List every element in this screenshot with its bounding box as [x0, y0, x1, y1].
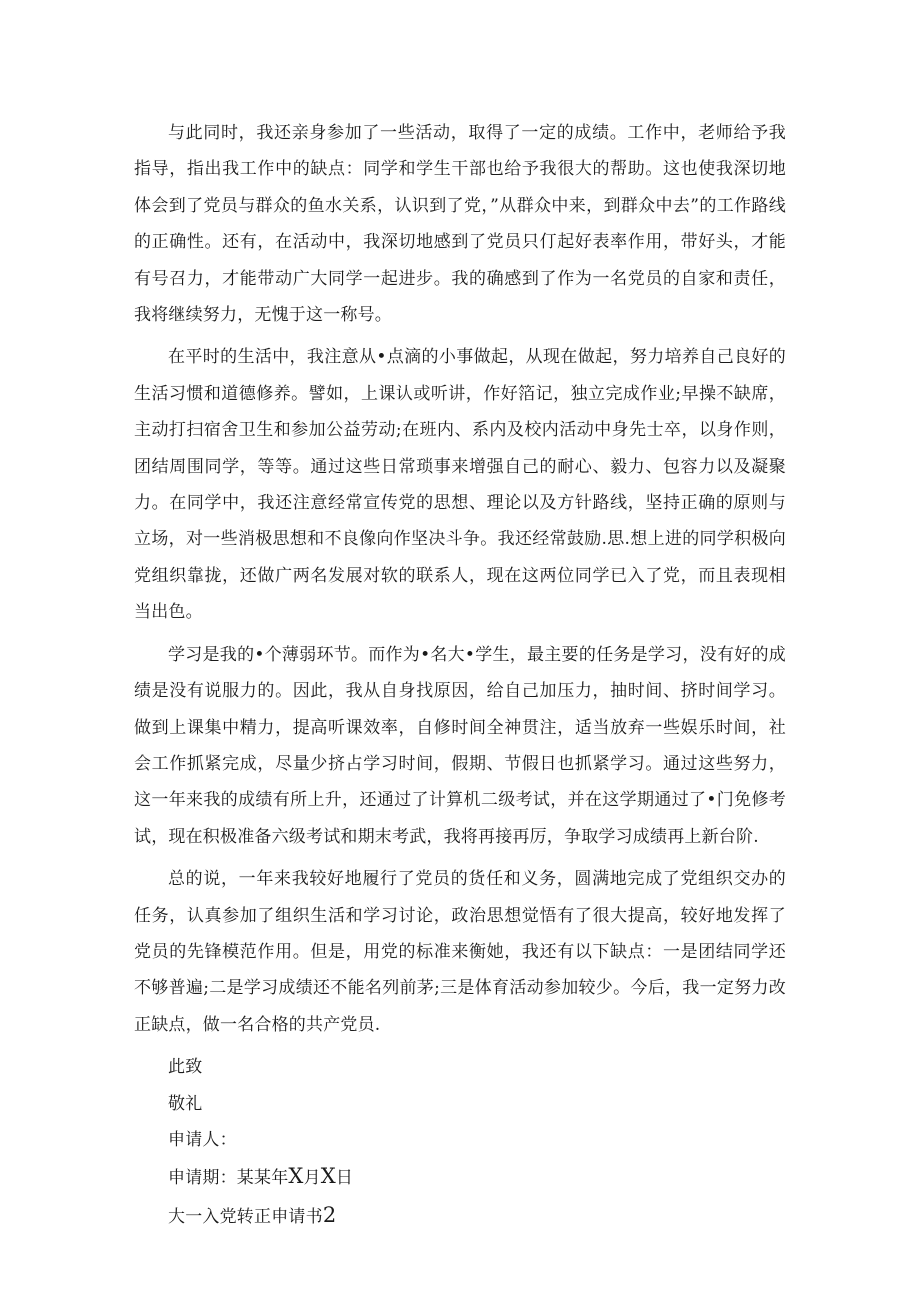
- document-body: [134, 115, 786, 1235]
- date-month-label: 月: [303, 1168, 321, 1189]
- next-title-text: 大一入党转正申请书: [168, 1206, 323, 1227]
- next-title-number: 2: [322, 1202, 337, 1227]
- date-month-placeholder: X: [288, 1164, 304, 1189]
- paragraph-activities: 与此同时，我还亲身参加了一些活动，取得了一定的成绩。工作中，老师给予我指导，指出我工作中的缺点：同学和学生干部也给予我很大的帮助。这也使我深切地体会到了党员与群众的鱼水关系，认识到了党，”从群众中来，到群众中去”的工作路线的正确性。还有，在活动中，我深切地感到了党员只仃起好表率作用，带好头，才能有号召力，才能带动广大同学一起进步。我的确感到了作为一名党员的自家和责任，我将继续努力，无愧于这一称号。: [134, 123, 786, 326]
- closing-respect: 敬礼: [168, 1093, 203, 1114]
- paragraph-summary: 总的说，一年来我较好地履行了党员的货任和义务，圆满地完成了党组织交办的任务，认真参加了组织生活和学习讨论，政治思想觉悟有了很大提高，较好地发挥了党员的先锋模范作用。但是，用党的标准来衡她，我还有以下缺点：一是团结同学还不够普遍;二是学习成绩还不能名列前茅;三是体育活动参加较少。今后，我一定努力改正缺点，做一名合格的共产党员.: [134, 869, 786, 1035]
- paragraph-study: 学习是我的•个薄弱环节。而作为•名大•学生，最主要的任务是学习，没有好的成绩是没有说服力的。因此，我从自身找原因，给自己加压力，抽时间、挤时间学习。做到上课集中精力，提高听课效率，自修时间全神贯注，适当放弃一些娱乐时间，社会工作抓紧完成，尽量少挤占学习时间，假期、节假日也抓紧学习。通过这些努力，这一年来我的成绩有所上升，还通过了计算机二级考试，并在这学期通过了•门免修考试，现在积极准备六级考试和期末考武，我将再接再厉，争取学习成绩再上新台阶.: [134, 644, 786, 847]
- next-document-title: [134, 1197, 786, 1235]
- application-date: [134, 1158, 786, 1196]
- date-day-placeholder: X: [320, 1164, 336, 1189]
- closing-salutation: 此致: [168, 1057, 203, 1078]
- paragraph-daily-life: 在平时的生活中，我注意从•点滴的小事做起，从现在做起，努力培养自己良好的生活习惯和道德修养。譬如，上课认或听讲，作好箔记，独立完成作业;早操不缺席，主动打扫宿舍卫生和参加公益劳动;在班内、系内及校内活动中身先士卒，以身作则，团结周围同学，等等。通过这些日常琐事来增强自己的耐心、毅力、包容力以及凝聚力。在同学中，我还注意经常宣传党的思想、理论以及方针路线，坚持正确的原则与立场，对一些消极思想和不良像向作坚决斗争。我还经常鼓励.思.想上进的同学积极向党组织靠拢，还做广两名发展对软的联系人，现在这两位同学已入了党，而且表现相当出色。: [134, 347, 786, 623]
- applicant-label: 申请人：: [168, 1129, 237, 1150]
- date-prefix: 申请期：某某年: [168, 1168, 289, 1189]
- date-day-label: 日: [335, 1168, 354, 1189]
